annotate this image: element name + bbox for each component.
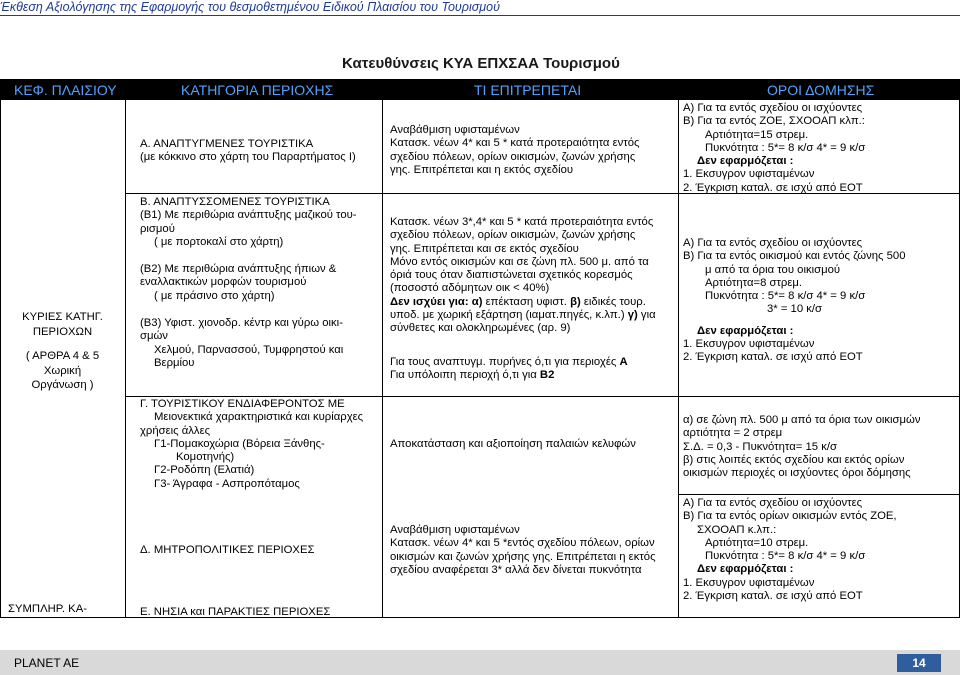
header-rule: [0, 15, 960, 16]
terms-not-applicable: Δεν εφαρμόζεται :: [697, 155, 794, 168]
category-b2-note: ( με πράσινο στο χάρτη): [154, 289, 275, 302]
column-header-allowed: ΤΙ ΕΠΙΤΡΕΠΕΤΑΙ: [474, 82, 582, 98]
terms-line: μ από τα όρια του οικισμού: [705, 263, 841, 276]
terms-line: Πυκνότητα : 5*= 8 κ/σ 4* = 9 κ/σ: [705, 550, 866, 563]
category-a: [140, 138, 356, 165]
allowed-line: Κατασκ. νέων 3*,4* και 5 * κατά προτεραιότητα εντός: [390, 216, 654, 228]
terms-line: 3* = 10 κ/σ: [767, 303, 823, 316]
terms-line: 1. Εκσυγρον υφισταμένων: [683, 338, 815, 351]
category-a-note: (με κόκκινο στο χάρτη του Παραρτήματος I): [140, 151, 356, 164]
bold-text: β): [570, 295, 581, 308]
allowed-line: Μόνο εντός οικισμών και σε ζώνη πλ. 500 μ. από τα: [390, 255, 649, 268]
row-divider-g: [678, 494, 960, 495]
terms-not-applicable: Δεν εφαρμόζεται :: [697, 324, 794, 337]
bold-text: Α: [619, 356, 628, 368]
category-g-line: Μειονεκτικά χαρακτηριστικά και κυρίαρχες: [154, 411, 364, 424]
terms-b: [683, 237, 905, 365]
bold-text: γ): [627, 309, 638, 322]
category-g2: Γ2-Ροδόπη (Ελατιά): [154, 464, 255, 477]
terms-line: 1. Εκσυγρον υφισταμένων: [683, 168, 815, 181]
category-a-title: Α. ΑΝΑΠΤΥΓΜΕΝΕΣ ΤΟΥΡΙΣΤΙΚΑ: [140, 138, 314, 150]
category-b3-line: σμών: [140, 330, 168, 343]
page-footer: [0, 650, 960, 675]
chapter-line: ΚΥΡΙΕΣ ΚΑΤΗΓ.: [22, 311, 103, 323]
allowed-line: Αναβάθμιση υφισταμένων: [390, 124, 520, 136]
category-b3-line: (Β3) Υφιστ. χιονοδρ. κέντρ και γύρω οικι-: [140, 317, 343, 330]
terms-line: Σ.Δ. = 0,3 - Πυκνότητα= 15 κ/σ: [683, 440, 837, 453]
terms-line: Πυκνότητα : 5*= 8 κ/σ 4* = 9 κ/σ: [705, 290, 866, 303]
document-header-title: Έκθεση Αξιολόγησης της Εφαρμογής του θεσμοθετημένου Ειδικού Πλαισίου του Τουρισμού: [0, 0, 500, 14]
footer-company: PLANET AE: [14, 656, 80, 670]
page-number: 14: [897, 654, 941, 672]
allowed-g: Αποκατάσταση και αξιοποίηση παλαιών κελυφών: [390, 438, 636, 450]
allowed-line: σχεδίου πόλεων, ορίων οικισμών, ζωνών χρήσης: [390, 229, 636, 242]
terms-line: Β) Για τα εντός ΖΟΕ, ΣΧΟΟΑΠ κλπ.:: [683, 115, 865, 128]
column-divider-2: [382, 100, 383, 618]
terms-line: 1. Εκσυγρον υφισταμένων: [683, 576, 815, 589]
terms-line: Α) Για τα εντός σχεδίου οι ισχύοντες: [683, 237, 863, 249]
terms-line: 2. Έγκριση καταλ. σε ισχύ από ΕΟΤ: [683, 181, 863, 194]
terms-line: 2. Έγκριση καταλ. σε ισχύ από ΕΟΤ: [683, 351, 863, 364]
terms-line: 2. Έγκριση καταλ. σε ισχύ από ΕΟΤ: [683, 590, 863, 603]
allowed-d: [390, 524, 656, 577]
allowed-line: γης. Επιτρέπεται και η εκτός σχεδίου: [390, 163, 574, 176]
allowed-a: [390, 124, 639, 177]
terms-line: Αρτιότητα=8 στρεμ.: [705, 276, 803, 289]
text: Για υπόλοιπη περιοχή ό,τι για: [390, 369, 540, 382]
category-b2-line: (Β2) Με περιθώρια ανάπτυξης ήπιων &: [140, 263, 337, 276]
allowed-line: [390, 309, 656, 322]
category-b3-line: Βερμίου: [154, 356, 195, 369]
category-b1-line: (Β1) Με περιθώρια ανάπτυξης μαζικού του-: [140, 209, 357, 222]
allowed-b3: [390, 356, 628, 383]
category-g3: Γ3- Άγραφα - Ασπροπόταμος: [154, 477, 300, 490]
allowed-line: [390, 369, 628, 382]
category-g-line: χρήσεις άλλες: [140, 424, 211, 437]
terms-line: Αρτιότητα=10 στρεμ.: [705, 536, 809, 549]
column-divider-1: [125, 100, 126, 618]
column-header-category: ΚΑΤΗΓΟΡΙΑ ΠΕΡΙΟΧΗΣ: [181, 82, 334, 98]
text: επέκταση υφιστ.: [482, 295, 571, 308]
text: για: [637, 309, 656, 322]
terms-a: [683, 102, 865, 195]
category-b1-note: ( με πορτοκαλί στο χάρτη): [154, 235, 284, 248]
terms-line: αρτιότητα = 2 στρεμ: [683, 427, 783, 440]
allowed-line: σύνθετες και ολοκληρωμένες (αρ. 9): [390, 322, 571, 335]
allowed-line: οικισμών και ζωνών χρήσης γης. Επιτρέπεται η εκτός: [390, 550, 656, 563]
chapter-continued-label: ΣΥΜΠΛΗΡ. ΚΑ-: [8, 603, 87, 615]
allowed-line: (ποσοστό αδόμητων οικ < 40%): [390, 282, 550, 295]
terms-line: Β) Για τα εντός οικισμού και εντός ζώνης 500: [683, 250, 906, 263]
category-b-title: Β. ΑΝΑΠΤΥΣΣΟΜΕΝΕΣ ΤΟΥΡΙΣΤΙΚΑ: [140, 196, 330, 208]
chapter-line: Χωρική: [43, 364, 82, 377]
terms-line: Πυκνότητα : 5*= 8 κ/σ 4* = 9 κ/σ: [705, 141, 866, 154]
category-g: [140, 398, 363, 491]
chapter-cell: [0, 310, 125, 393]
terms-d: [683, 497, 897, 603]
text: ειδικές τουρ.: [580, 295, 646, 308]
allowed-line: [390, 356, 628, 369]
terms-line: ΣΧΟΟΑΠ κ.λπ.:: [697, 523, 777, 536]
terms-line: α) σε ζώνη πλ. 500 μ από τα όρια των οικισμών: [683, 414, 921, 426]
terms-line: οικισμών περιοχές οι ισχύοντες όροι δόμησης: [683, 467, 911, 480]
allowed-line: γης. Επιτρέπεται και σε εκτός σχεδίου: [390, 242, 579, 255]
row-divider-b: [125, 396, 960, 397]
chapter-line: ΠΕΡΙΟΧΩΝ: [32, 325, 93, 338]
category-g1: Κομοτηνής): [176, 451, 235, 464]
terms-line: Αρτιότητα=15 στρεμ.: [705, 128, 809, 141]
allowed-line: όριά τους όταν διαπιστώνεται σχετικός κορεσμός: [390, 269, 633, 282]
allowed-line: σχεδίου αναφέρεται 3* αλλά δεν δίνεται πυκνότητα: [390, 563, 642, 576]
terms-line: Β) Για τα εντός ορίων οικισμών εντός ΖΟΕ,: [683, 510, 897, 523]
category-d: Δ. ΜΗΤΡΟΠΟΛΙΤΙΚΕΣ ΠΕΡΙΟΧΕΣ: [140, 544, 315, 556]
category-g1: Γ1-Πομακοχώρια (Βόρεια Ξάνθης-: [154, 437, 325, 450]
allowed-b: [390, 216, 656, 336]
allowed-line: Κατασκ. νέων 4* και 5 *εντός σχεδίου πόλεων, ορίων: [390, 537, 655, 550]
bold-text: Β2: [539, 369, 555, 382]
allowed-line: σχεδίου πόλεων, ορίων οικισμών, ζωνών χρήσης: [390, 150, 636, 163]
category-b3-line: Χελμού, Παρνασσού, Τυμφρηστού και: [154, 343, 344, 356]
category-e: Ε. ΝΗΣΙΑ και ΠΑΡΑΚΤΙΕΣ ΠΕΡΙΟΧΕΣ: [140, 606, 331, 618]
terms-line: Α) Για τα εντός σχεδίου οι ισχύοντες: [683, 497, 863, 509]
category-b: [140, 196, 357, 370]
table-title: Κατευθύνσεις ΚΥΑ ΕΠΧΣΑΑ Τουρισμού: [342, 55, 620, 72]
chapter-line: Οργάνωση ): [31, 379, 94, 391]
category-g-title: Γ. ΤΟΥΡΙΣΤΙΚΟΥ ΕΝΔΙΑΦΕΡΟΝΤΟΣ ΜΕ: [140, 398, 345, 410]
text: υποδ. με χωρική εξάρτηση (ιαματ.πηγές, κ.λπ.): [390, 309, 628, 322]
allowed-line: [390, 296, 656, 309]
column-header-chapter: ΚΕΦ. ΠΛΑΙΣΙΟΥ: [14, 82, 117, 98]
chapter-line: ( ΑΡΘΡΑ 4 & 5: [25, 350, 100, 362]
allowed-line: Αναβάθμιση υφισταμένων: [390, 524, 520, 536]
category-b1-line: ρισμού: [140, 222, 175, 235]
bold-text: Δεν ισχύει για: α): [390, 295, 483, 308]
category-b2-line: εναλλακτικών μορφών τουρισμού: [140, 276, 307, 289]
terms-g: [683, 414, 920, 480]
column-header-building-terms: ΟΡΟΙ ΔΟΜΗΣΗΣ: [767, 82, 875, 98]
terms-not-applicable: Δεν εφαρμόζεται :: [697, 563, 794, 576]
column-divider-3: [678, 100, 679, 618]
text: Για τους αναπτυγμ. πυρήνες ό,τι για περιοχές: [390, 356, 620, 368]
terms-line: Α) Για τα εντός σχεδίου οι ισχύοντες: [683, 102, 863, 114]
terms-line: β) στις λοιπές εκτός σχεδίου και εκτός ορίων: [683, 453, 905, 466]
allowed-line: Κατασκ. νέων 4* και 5 * κατά προτεραιότητα εντός: [390, 137, 640, 150]
